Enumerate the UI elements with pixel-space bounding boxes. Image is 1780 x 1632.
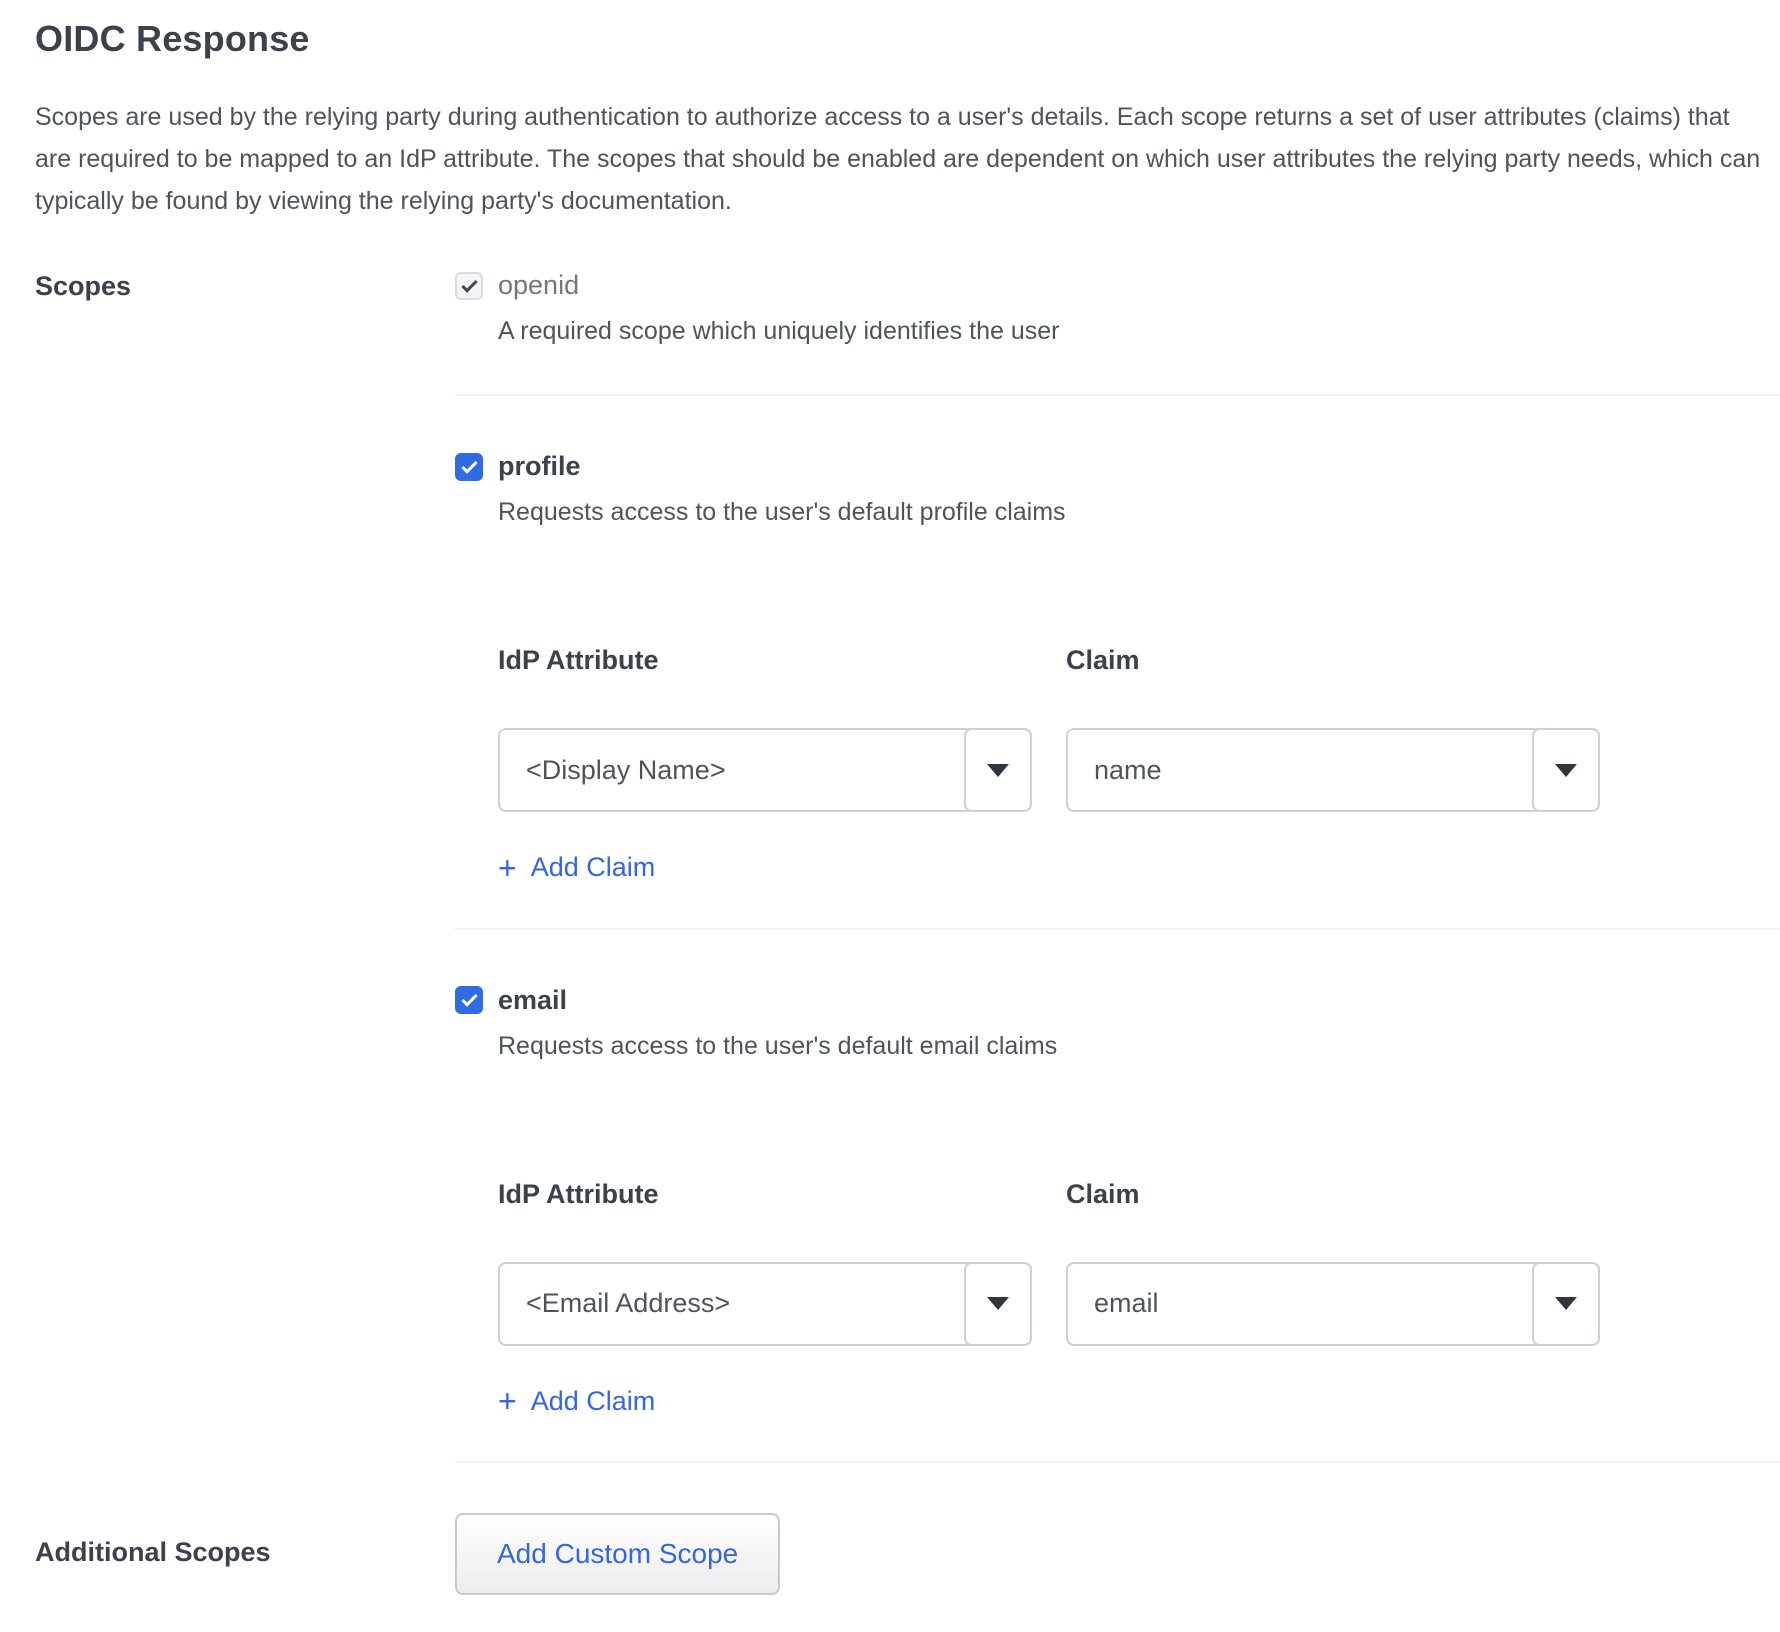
chevron-down-icon [987,764,1009,777]
checkmark-icon [461,276,477,292]
select-arrow-button[interactable] [964,728,1032,812]
profile-claims-area [498,645,1780,812]
additional-scopes-label: Additional Scopes [35,1537,271,1567]
email-idp-attribute-select[interactable] [498,1262,1032,1346]
plus-icon: + [498,1383,517,1419]
page-description: Scopes are used by the relying party during authentication to authorize access to a user's details. Each scope returns a set of user attributes (claims) that are required to be mapped to an IdP attribute. The scopes that should be enabled are dependent on which user attributes the relying party needs, which can typically be found by viewing the relying party's documentation. [35,103,1761,215]
email-claims-headers [498,1179,1780,1210]
idp-attribute-column-header: IdP Attribute [498,645,659,675]
additional-scopes-content [455,1513,1780,1595]
select-arrow-button[interactable] [1532,728,1600,812]
scope-openid-label: openid [498,270,580,300]
email-claim-value: email [1094,1288,1159,1318]
scopes-row [35,270,1780,1463]
email-claims-area [498,1179,1780,1346]
email-idp-attribute-value: <Email Address> [526,1288,731,1318]
profile-claim-value: name [1094,754,1162,785]
claim-column-header: Claim [1066,1178,1140,1209]
profile-idp-attribute-select[interactable] [498,728,1032,812]
chevron-down-icon [987,1297,1009,1310]
divider [455,1461,1780,1463]
scope-email-head [455,985,1780,1016]
scope-profile-head [455,451,1780,482]
scope-openid-description: A required scope which uniquely identifies the user [498,317,1060,345]
claim-column-header: Claim [1066,645,1140,675]
email-claims-row [498,1262,1780,1346]
profile-add-claim-link[interactable] [498,849,656,886]
select-arrow-button[interactable] [1532,1262,1600,1346]
add-claim-label: Add Claim [530,1385,656,1416]
checkmark-icon [461,457,477,473]
email-add-claim-link[interactable] [498,1383,656,1419]
profile-claims-headers [498,645,1780,676]
select-arrow-button[interactable] [964,1262,1032,1346]
scopes-section-label: Scopes [35,271,132,301]
scope-profile [455,396,1780,930]
scopes-content [455,270,1780,1463]
checkmark-icon [461,990,477,1006]
idp-attribute-column-header: IdP Attribute [498,1178,659,1209]
scope-profile-description: Requests access to the user's default profile claims [498,498,1066,526]
profile-checkbox[interactable] [455,453,483,481]
scope-openid [455,270,1780,396]
additional-scopes-row [35,1513,1780,1595]
email-claim-select[interactable] [1066,1262,1600,1346]
chevron-down-icon [1555,1297,1577,1310]
profile-claims-row [498,728,1780,812]
scope-email-label: email [498,984,568,1015]
page-title: OIDC Response [35,18,310,59]
profile-claim-select[interactable] [1066,728,1600,812]
chevron-down-icon [1555,764,1577,777]
scope-openid-head [455,270,1780,301]
plus-icon: + [498,849,517,886]
scope-email-description: Requests access to the user's default email claims [498,1031,1058,1060]
openid-checkbox[interactable] [455,272,483,300]
scope-profile-label: profile [498,451,581,481]
add-claim-label: Add Claim [530,852,656,882]
profile-idp-attribute-value: <Display Name> [526,754,726,785]
email-checkbox[interactable] [455,986,483,1014]
add-custom-scope-button[interactable]: Add Custom Scope [455,1513,780,1595]
scope-email [455,930,1780,1464]
